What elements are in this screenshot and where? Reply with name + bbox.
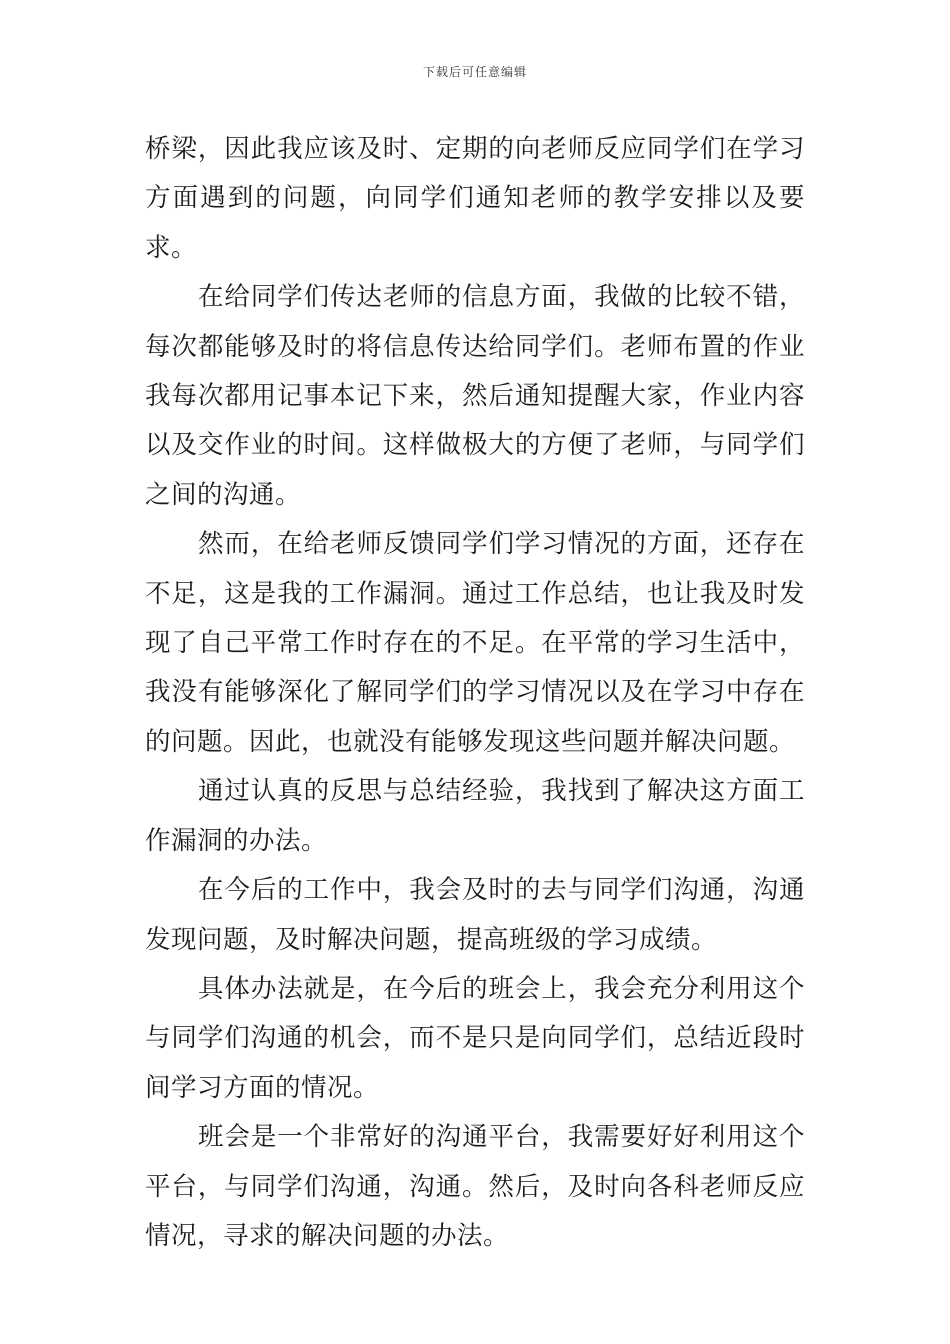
page-header-note: 下载后可任意编辑 xyxy=(422,65,527,79)
paragraph: 在给同学们传达老师的信息方面，我做的比较不错，每次都能够及时的将信息传达给同学们。老师布置的作业我每次都用记事本记下来，然后通知提醒大家，作业内容以及交作业的时间。这样做极大的方便了老师，与同学们之间的沟通。 xyxy=(145,282,805,510)
paragraph: 在今后的工作中，我会及时的去与同学们沟通，沟通发现问题，及时解决问题，提高班级的学习成绩。 xyxy=(145,875,805,955)
paragraph: 桥梁，因此我应该及时、定期的向老师反应同学们在学习方面遇到的问题，向同学们通知老师的教学安排以及要求。 xyxy=(145,134,805,263)
paragraph: 然而，在给老师反馈同学们学习情况的方面，还存在不足，这是我的工作漏洞。通过工作总结，也让我及时发现了自己平常工作时存在的不足。在平常的学习生活中，我没有能够深化了解同学们的学习情况以及在学习中存在的问题。因此，也就没有能够发现这些问题并解决问题。 xyxy=(145,529,805,757)
paragraph: 通过认真的反思与总结经验，我找到了解决这方面工作漏洞的办法。 xyxy=(145,776,805,856)
paragraph: 班会是一个非常好的沟通平台，我需要好好利用这个平台，与同学们沟通，沟通。然后，及时向各科老师反应情况，寻求的解决问题的办法。 xyxy=(145,1122,805,1251)
paragraph: 具体办法就是，在今后的班会上，我会充分利用这个与同学们沟通的机会，而不是只是向同学们，总结近段时间学习方面的情况。 xyxy=(145,973,805,1103)
document-body xyxy=(145,125,805,1261)
